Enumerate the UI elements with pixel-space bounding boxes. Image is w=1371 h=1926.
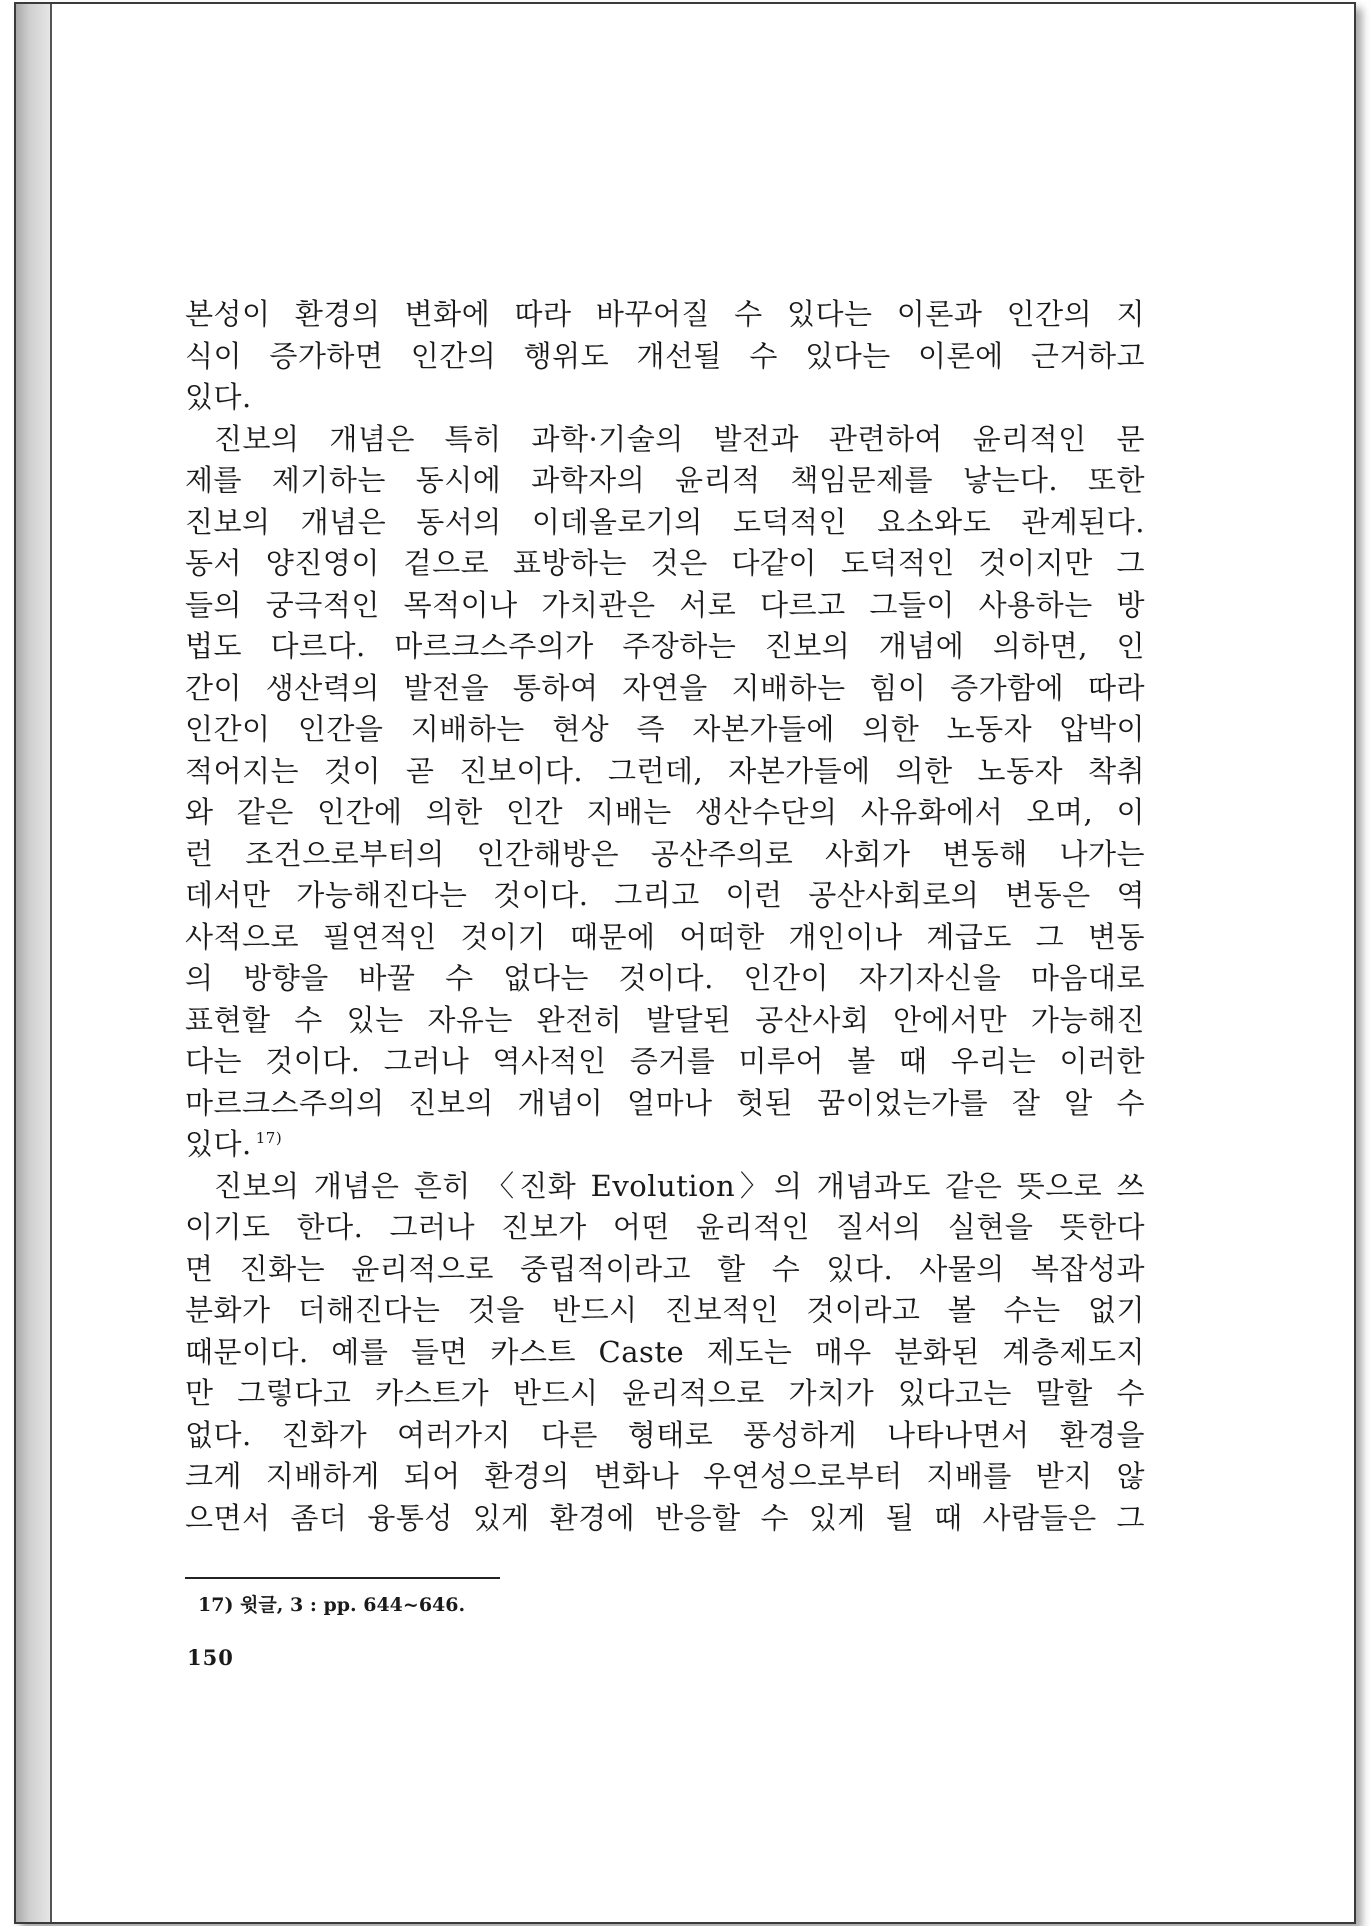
text-line: 때문이다. 예를 들면 카스트 Caste 제도는 매우 분화된 계층제도지	[185, 1334, 1145, 1369]
text-line: 진보의 개념은 흔히 〈진화 Evolution〉의 개념과도 같은 뜻으로 쓰	[214, 1168, 1145, 1203]
text-line: 식이 증가하면 인간의 행위도 개선될 수 있다는 이론에 근거하고	[185, 338, 1145, 373]
book-spine	[16, 4, 52, 1922]
text-line: 동서 양진영이 겉으로 표방하는 것은 다같이 도덕적인 것이지만 그	[185, 546, 1145, 580]
text-line: 사적으로 필연적인 것이기 때문에 어떠한 개인이나 계급도 그 변동	[185, 919, 1145, 954]
text-line: 제를 제기하는 동시에 과학자의 윤리적 책임문제를 낳는다. 또한	[185, 463, 1145, 497]
text-line: 법도 다르다. 마르크스주의가 주장하는 진보의 개념에 의하면, 인	[185, 629, 1145, 663]
footnote-reference: 17)	[255, 1129, 283, 1148]
text-line: 분화가 더해진다는 것을 반드시 진보적인 것이라고 볼 수는 없기	[185, 1293, 1145, 1327]
text-line: 와 같은 인간에 의한 인간 지배는 생산수단의 사유화에서 오며, 이	[185, 795, 1145, 829]
text-line: 이기도 한다. 그러나 진보가 어떤 윤리적인 질서의 실현을 뜻한다	[185, 1210, 1145, 1244]
text-line: 있다.	[185, 1127, 252, 1161]
footnote: 17) 윗글, 3 : pp. 644~646.	[198, 1594, 466, 1616]
text-line: 만 그렇다고 카스트가 반드시 윤리적으로 가치가 있다고는 말할 수	[185, 1376, 1145, 1410]
text-line: 진보의 개념은 특히 과학·기술의 발전과 관련하여 윤리적인 문	[214, 421, 1145, 456]
text-line: 들의 궁극적인 목적이나 가치관은 서로 다르고 그들이 사용하는 방	[185, 587, 1145, 622]
text-line: 있다.	[185, 380, 252, 414]
text-line: 인간이 인간을 지배하는 현상 즉 자본가들에 의한 노동자 압박이	[185, 712, 1145, 746]
text-line: 다는 것이다. 그러나 역사적인 증거를 미루어 볼 때 우리는 이러한	[185, 1044, 1145, 1078]
text-line: 의 방향을 바꿀 수 없다는 것이다. 인간이 자기자신을 마음대로	[185, 961, 1145, 995]
footnote-divider	[185, 1577, 500, 1579]
body-text	[185, 294, 1145, 1539]
text-line: 면 진화는 윤리적으로 중립적이라고 할 수 있다. 사물의 복잡성과	[185, 1251, 1145, 1286]
text-line: 크게 지배하게 되어 환경의 변화나 우연성으로부터 지배를 받지 않	[185, 1459, 1145, 1493]
text-line: 간이 생산력의 발전을 통하여 자연을 지배하는 힘이 증가함에 따라	[185, 670, 1145, 705]
text-line: 마르크스주의의 진보의 개념이 얼마나 헛된 꿈이었는가를 잘 알 수	[185, 1085, 1145, 1120]
text-line: 적어지는 것이 곧 진보이다. 그런데, 자본가들에 의한 노동자 착취	[185, 753, 1145, 788]
text-line: 진보의 개념은 동서의 이데올로기의 도덕적인 요소와도 관계된다.	[185, 504, 1145, 539]
text-line-with-footnote	[185, 1124, 1145, 1166]
text-line: 표현할 수 있는 자유는 완전히 발달된 공산사회 안에서만 가능해진	[185, 1002, 1145, 1037]
text-line: 본성이 환경의 변화에 따라 바꾸어질 수 있다는 이론과 인간의 지	[185, 297, 1145, 331]
text-line: 데서만 가능해진다는 것이다. 그리고 이런 공산사회로의 변동은 역	[185, 878, 1145, 912]
text-line: 으면서 좀더 융통성 있게 환경에 반응할 수 있게 될 때 사람들은 그	[185, 1500, 1145, 1535]
text-line: 런 조건으로부터의 인간해방은 공산주의로 사회가 변동해 나가는	[185, 836, 1145, 871]
text-line: 없다. 진화가 여러가지 다른 형태로 풍성하게 나타나면서 환경을	[185, 1417, 1145, 1452]
page-number: 150	[187, 1645, 234, 1670]
